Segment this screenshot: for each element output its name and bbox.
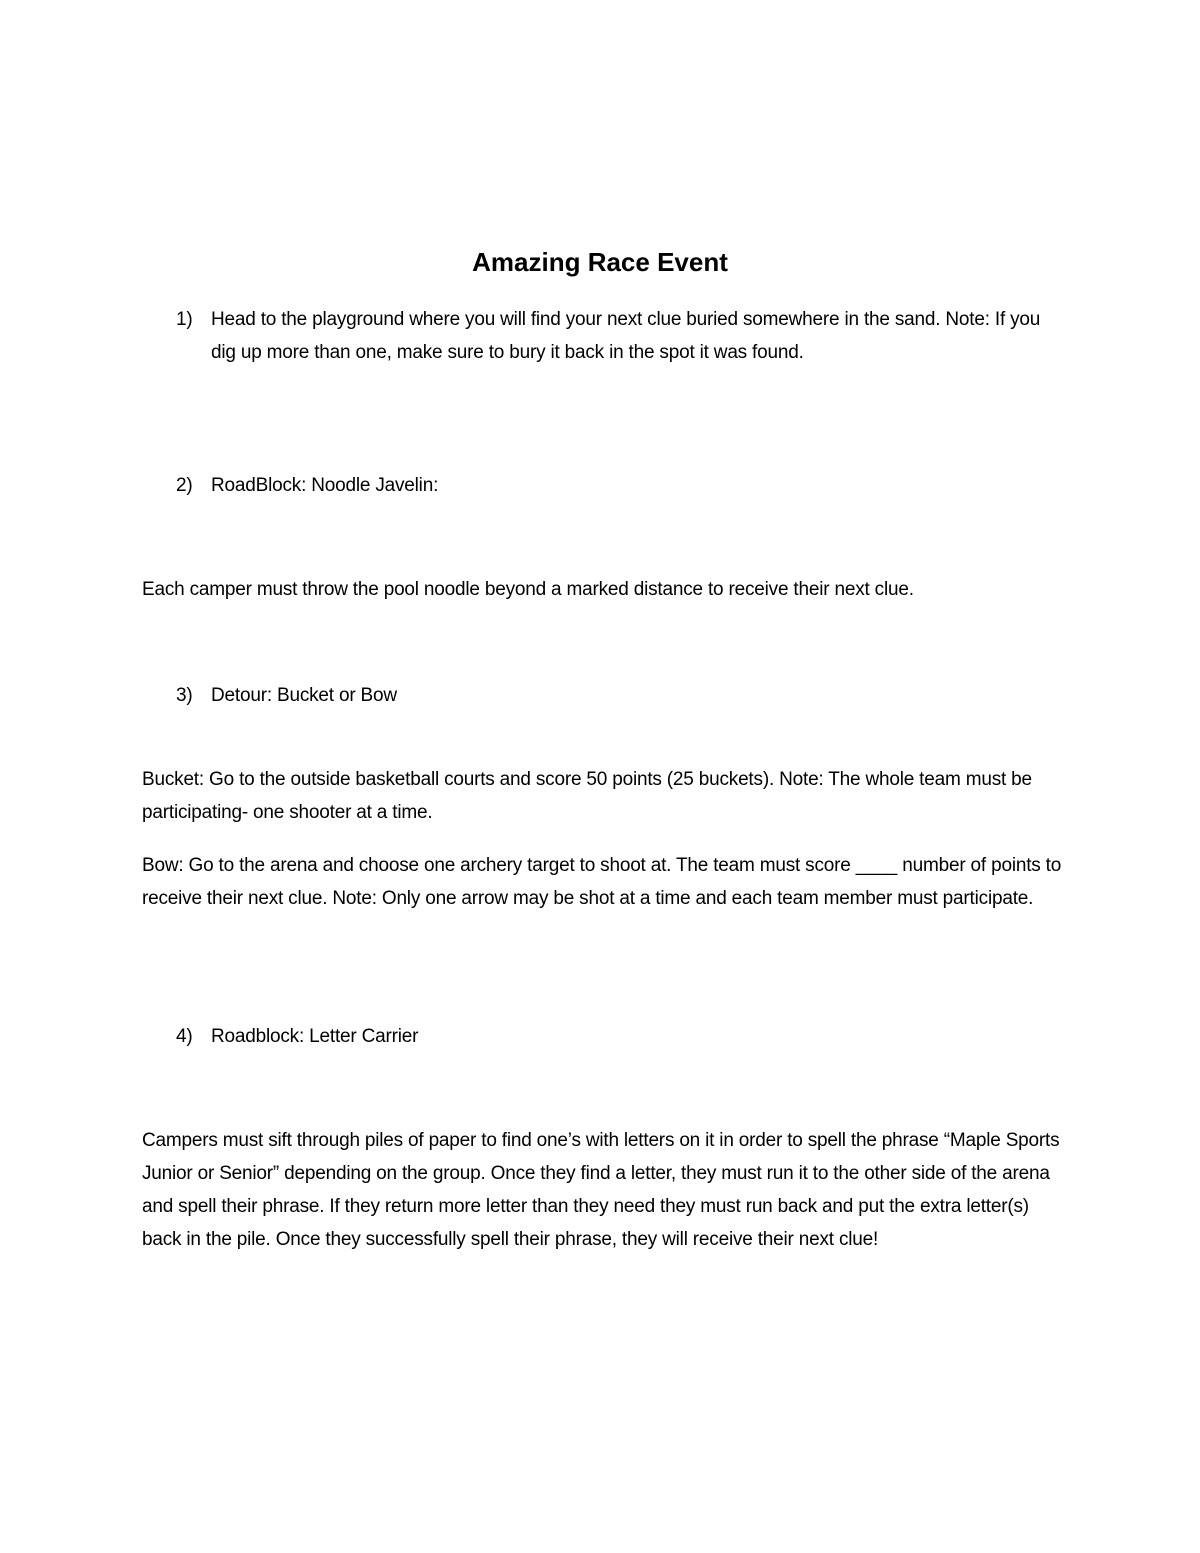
list-item-text: Head to the playground where you will find your next clue buried somewhere in the sand. Note: If you dig up more than one, make sure to bury it back in the spot it was found.: [211, 309, 1041, 363]
letter-carrier-paragraph: Campers must sift through piles of paper to find one’s with letters on it in order to spell the phrase “Maple Sports Junior or Senior” depending on the group. Once they find a letter, they must run it to the other side of the arena and spell their phrase. If they return more letter than they need they must run back and put the extra letter(s) back in the pile. Once they successfully spell their phrase, they will receive their next clue!: [142, 1130, 1060, 1250]
list-item-text: Roadblock: Letter Carrier: [211, 1026, 419, 1047]
list-item-text: Detour: Bucket or Bow: [211, 685, 397, 706]
list-item-4: [176, 1020, 1056, 1053]
bucket-paragraph: Bucket: Go to the outside basketball courts and score 50 points (25 buckets). Note: The whole team must be participating- one shooter at a time.: [142, 769, 1032, 823]
list-item-2: [176, 469, 1056, 502]
list-item-number: 1): [176, 309, 193, 330]
list-item-text: RoadBlock: Noodle Javelin:: [211, 475, 439, 496]
list-item-number: 2): [176, 475, 193, 496]
list-item-3: [176, 679, 1056, 712]
noodle-javelin-paragraph: Each camper must throw the pool noodle beyond a marked distance to receive their next clue.: [142, 579, 914, 600]
list-item-1: [176, 303, 1056, 369]
document-title: Amazing Race Event: [472, 247, 728, 277]
list-item-number: 4): [176, 1026, 193, 1047]
list-item-number: 3): [176, 685, 193, 706]
bow-paragraph: Bow: Go to the arena and choose one archery target to shoot at. The team must score ____ number of points to receive their next clue. Note: Only one arrow may be shot at a time and each team member must participate.: [142, 855, 1062, 909]
